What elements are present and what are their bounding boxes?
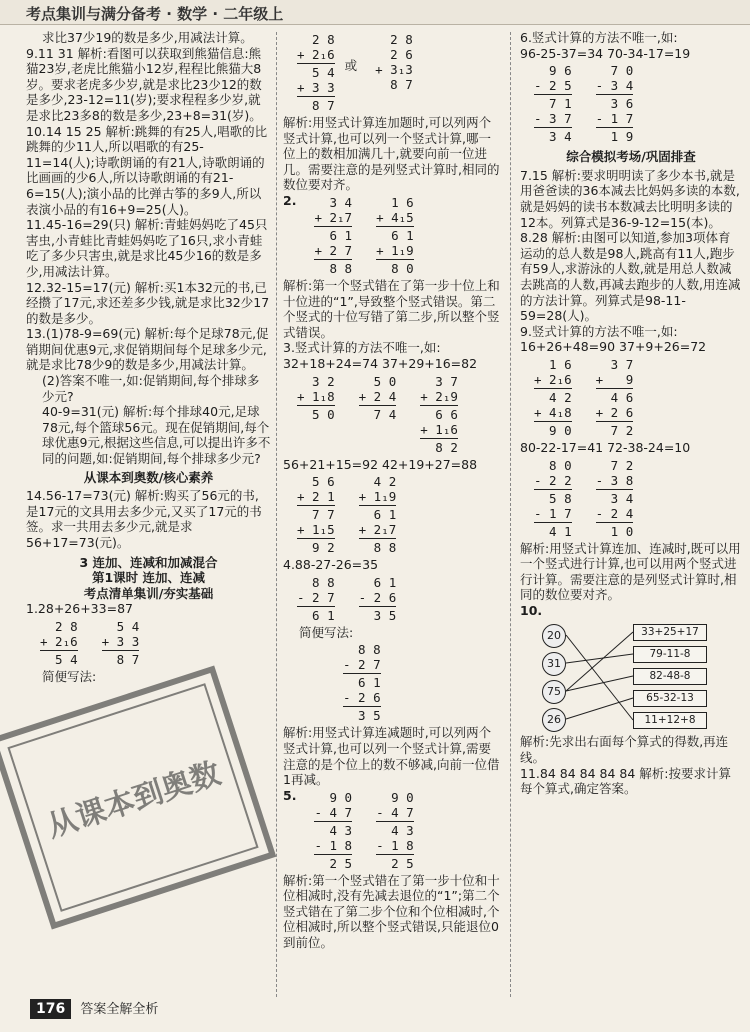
equation-line: 32+18+24=74 37+29+16=82 <box>283 355 478 371</box>
sum-line <box>359 538 397 539</box>
calc-row: + 1₁9 <box>358 489 397 505</box>
vertical-calc <box>314 195 352 276</box>
calc-row: 2 8 <box>40 618 78 634</box>
sum-line <box>102 650 140 651</box>
sum-line <box>297 405 335 406</box>
calc-row: + 1₁9 <box>376 242 414 258</box>
calc-row: - 1 8 <box>314 837 353 853</box>
vertical-calc <box>40 619 78 667</box>
sum-line <box>376 259 414 260</box>
col2d-items <box>283 873 503 951</box>
calc-row: 9 0 <box>534 422 572 438</box>
vertical-calc <box>359 575 397 623</box>
calc-row: 6 6 <box>420 406 458 422</box>
equation-line: 80-22-17=41 72-38-24=10 <box>520 439 691 455</box>
sum-line <box>314 821 352 822</box>
calc-row: 4 3 <box>314 822 353 838</box>
col3a-items <box>520 168 742 324</box>
vertical-calc <box>359 374 397 422</box>
calc-row: - 3 8 <box>595 472 634 488</box>
calc-row: - 2 2 <box>534 472 572 488</box>
calc-row: + 9 <box>595 371 634 387</box>
col3b-items <box>520 541 742 603</box>
connect-line <box>566 698 633 719</box>
expression-box: 65-32-13 <box>633 690 707 707</box>
calc-row: 6 1 <box>343 675 381 691</box>
calc-row: 4 2 <box>534 389 572 405</box>
calc-row: 7 4 <box>358 406 397 422</box>
answer-item: 40-9=31(元) 解析:每个排球40元,足球78元,每个篮球56元。现在促销期间,每个球优惠9元,根据这些信息,可以提出许多不同的问题,如:促销期间,每个排球多少元? <box>42 404 271 467</box>
col3c-items <box>520 734 742 796</box>
answer-item: 11.45-16=29(只) 解析:青蛙妈妈吃了45只害虫,小青蛙比青蛙妈妈吃了16只,求小青蛙吃了多少只害虫,就是求比45少16的数是多少,用减法计算。 <box>26 217 268 279</box>
calc-row: 6 1 <box>358 507 397 523</box>
calc-row: + 2 4 <box>358 388 397 404</box>
vertical-calc <box>596 458 634 539</box>
sum-line <box>297 96 335 97</box>
calc-row: 2 6 <box>375 47 413 62</box>
sum-line <box>596 421 634 422</box>
calc-row: 7 7 <box>297 507 335 523</box>
expression-box: 33+25+17 <box>633 624 707 641</box>
calc-row: 9 0 <box>376 789 414 805</box>
vertical-calc <box>359 474 397 555</box>
answer-item: 7.15 解析:要求明明读了多少本书,就是用爸爸读的36本减去比妈妈多读的本数,就是妈妈的读书本数减去比明明多读的12本。列算式是36-9-12=15(本)。 <box>520 167 740 230</box>
vertical-calc <box>297 474 335 555</box>
calc-row: 8 7 <box>375 77 413 92</box>
vertical-calc <box>534 458 572 539</box>
expression-box: 79-11-8 <box>633 646 707 663</box>
col1c-items <box>26 601 271 617</box>
column-left <box>26 30 271 685</box>
number-circle: 20 <box>542 624 566 648</box>
answer-item: 解析:用竖式计算连加题时,可以列两个竖式计算,也可以列一个竖式计算,哪一位上的数相加满几十,就要向前一位进几。需要注意的是列竖式计算时,相同的数位要对齐。 <box>283 115 500 193</box>
calc-row: + 2 7 <box>314 242 353 258</box>
calc-row: + 4₁8 <box>534 404 572 420</box>
column-middle <box>283 30 503 951</box>
calc-row: - 2 5 <box>534 78 572 94</box>
sum-line <box>596 388 634 389</box>
question-number: 5. <box>283 787 297 803</box>
calc-row: 4 2 <box>358 474 397 490</box>
calc-row: + 2₁6 <box>534 371 572 387</box>
answer-item: 解析:第一个竖式错在了第一步十位上和十位进的“1”,导致整个竖式错误。第二个竖式的十位写错了第二步,所以整个竖式错误。 <box>283 277 500 340</box>
calc-row: 1 9 <box>595 129 634 145</box>
sum-line <box>359 505 397 506</box>
vertical-calc <box>376 790 414 871</box>
calc-row: 3 5 <box>343 708 381 724</box>
expression-box: 11+12+8 <box>633 712 707 729</box>
calc-row: 8 8 <box>358 540 397 556</box>
col1-items <box>26 30 271 467</box>
vertical-calc <box>376 195 414 276</box>
vertical-calc <box>420 374 458 455</box>
calc-row: + 2₁7 <box>358 522 397 538</box>
sum-line <box>534 489 572 490</box>
answer-item: 8.28 解析:由图可以知道,参加3项体育运动的总人数是98人,跳高有11人,跑步有59人,求游泳的人数,就是用总人数减去跳高的人数,再减去跑步的人数,用连减的方法计算。列算式是98-11-59=28(人)。 <box>520 230 741 324</box>
sum-line <box>297 63 335 64</box>
sum-line <box>297 538 335 539</box>
page-footer <box>30 998 158 1022</box>
calc-row: 6 1 <box>314 227 353 243</box>
question-number: 10. <box>520 602 543 618</box>
calc-row: 5 4 <box>297 65 335 80</box>
sum-line <box>314 226 352 227</box>
vertical-calc <box>297 374 335 422</box>
or-label: 或 <box>344 58 358 73</box>
equation-line: 96-25-37=34 70-34-17=19 <box>520 45 691 61</box>
page-number: 176 <box>30 999 71 1019</box>
calc-row: - 4 7 <box>376 804 414 820</box>
calc-row: 1 6 <box>376 194 414 210</box>
col2c-items <box>283 725 503 787</box>
calc-row: - 3 4 <box>595 78 634 94</box>
sum-line <box>297 505 335 506</box>
sum-line <box>343 706 381 707</box>
unit-title: 3 连加、连减和加减混合 <box>79 554 218 570</box>
section-heading: 综合模拟考场/巩固排查 <box>566 149 696 165</box>
number-circle: 75 <box>542 680 566 704</box>
sum-line <box>534 94 572 95</box>
calc-row: + 2₁7 <box>314 209 353 225</box>
calc-row: + 2₁6 <box>40 633 78 649</box>
vertical-calc <box>596 63 634 144</box>
sum-line <box>376 821 414 822</box>
calc-row: 5 0 <box>358 373 397 389</box>
calc-row: - 3 7 <box>534 111 572 127</box>
stamp-text: 从课本到奥数 <box>42 755 225 845</box>
section-heading: 从课本到奥数/核心素养 <box>83 469 214 485</box>
calc-row: + 2 6 <box>595 404 634 420</box>
calc-row: + 3 3 <box>297 80 335 95</box>
calc-row: 2 5 <box>314 855 353 871</box>
calc-row: 8 0 <box>376 260 414 276</box>
col2a-items <box>283 115 503 193</box>
vertical-calc <box>375 32 413 92</box>
sum-line <box>420 405 458 406</box>
page-header <box>0 0 750 25</box>
answer-item: 9.11 31 解析:看图可以获取到熊猫信息:熊猫23岁,老虎比熊猫小12岁,程程比熊猫大8岁。要求老虎多少岁,就是求比23少12的数是多少,23-12=11(岁);要求程程多少岁,就是求比23多8的数是多少,23+8=31(岁)。 <box>26 45 262 123</box>
equation-line: 16+26+48=90 37+9+26=72 <box>520 339 707 355</box>
subsection-heading: 考点清单集训/夯实基础 <box>83 585 214 601</box>
calc-row: 3 5 <box>358 607 397 623</box>
col1b-items <box>26 488 271 550</box>
vertical-calc <box>534 63 572 144</box>
calc-row: 8 7 <box>101 651 140 667</box>
answer-item: (2)答案不唯一,如:促销期间,每个排球多少元? <box>42 373 260 404</box>
calc-row: + 1₁6 <box>420 421 458 437</box>
sum-line <box>359 606 397 607</box>
question-text: 6.竖式计算的方法不唯一,如: <box>520 30 678 45</box>
vertical-calc <box>596 357 634 438</box>
sum-line <box>376 854 414 855</box>
column-divider <box>510 32 511 997</box>
sum-line <box>534 388 572 389</box>
calc-row: 2 8 <box>375 32 413 47</box>
calc-row: 4 1 <box>534 523 572 539</box>
calc-row: + 4₁5 <box>376 209 414 225</box>
calc-row: - 2 6 <box>358 589 397 605</box>
calc-row: - 1 8 <box>376 837 414 853</box>
sum-line <box>534 127 572 128</box>
calc-row: 1 6 <box>534 356 572 372</box>
calc-row: 3 6 <box>595 96 634 112</box>
vertical-calc <box>297 32 335 113</box>
vertical-calc-pair <box>283 30 503 115</box>
simple-write-label: 简便写法: <box>42 668 97 684</box>
answer-item: 解析:先求出右面每个算式的得数,再连线。 <box>520 734 729 766</box>
calc-row: 3 7 <box>595 356 634 372</box>
column-right <box>520 30 742 797</box>
sum-line <box>343 673 381 674</box>
answer-item: 14.56-17=73(元) 解析:购买了56元的书,是17元的文具用去多少元,又买了17元的书签。求一共用去多少元,就是求56+17=73(元)。 <box>26 488 262 550</box>
calc-row: - 2 6 <box>343 690 381 706</box>
calc-row: + 1₁8 <box>297 388 335 404</box>
calc-row: + 3₁3 <box>375 62 413 77</box>
sum-line <box>314 259 352 260</box>
calc-row: - 2 7 <box>343 657 381 673</box>
sum-line <box>297 606 335 607</box>
answer-item: 12.32-15=17(元) 解析:买1本32元的书,已经攒了17元,求还差多少钱,就是求比32少17的数是多少。 <box>26 279 270 326</box>
sum-line <box>359 405 397 406</box>
calc-row: + 2₁9 <box>420 388 458 404</box>
calc-row: 4 3 <box>376 822 414 838</box>
connecting-lines <box>538 620 743 732</box>
calc-row: 6 1 <box>358 574 397 590</box>
calc-row: 1 0 <box>595 523 634 539</box>
lesson-title: 第1课时 连加、连减 <box>91 570 206 586</box>
calc-row: - 2 7 <box>297 589 335 605</box>
number-circle: 31 <box>542 652 566 676</box>
calc-row: 8 8 <box>314 260 353 276</box>
calc-row: 9 0 <box>314 789 353 805</box>
vertical-calc-pair <box>26 617 271 669</box>
vertical-calc <box>297 575 335 623</box>
simple-write-label: 简便写法: <box>299 624 354 640</box>
calc-row: + 1₁5 <box>297 522 335 538</box>
calc-row: - 1 7 <box>595 111 634 127</box>
question-number: 2. <box>283 192 297 208</box>
calc-row: 8 7 <box>297 98 335 113</box>
calc-row: 3 4 <box>534 129 572 145</box>
sum-line <box>534 421 572 422</box>
calc-row: 3 7 <box>420 373 458 389</box>
calc-row: 7 1 <box>534 96 572 112</box>
sum-line <box>376 226 414 227</box>
calc-row: 2 8 <box>297 32 335 47</box>
sum-line <box>596 94 634 95</box>
equation-line: 56+21+15=92 42+19+27=88 <box>283 456 478 472</box>
col2b-items <box>283 278 503 340</box>
calc-row: 4 6 <box>595 389 634 405</box>
calc-row: 8 0 <box>534 457 572 473</box>
calc-row: 6 1 <box>376 227 414 243</box>
vertical-calc <box>534 357 572 438</box>
calc-row: + 3 3 <box>101 633 140 649</box>
footer-label: 答案全解全析 <box>80 1002 159 1017</box>
calc-row: 9 6 <box>534 63 572 79</box>
calc-row: 3 4 <box>314 194 353 210</box>
header-title: 考点集训与满分备考 · 数学 · 二年级上 <box>26 5 284 23</box>
calc-row: + 2 1 <box>297 489 335 505</box>
vertical-calc <box>102 619 140 667</box>
answer-item: 解析:第一个竖式错在了第一步十位和十位相减时,没有先减去退位的“1”;第二个竖式错在了第二步个位和个位相减时,个位相减时,所以整个竖式错误,只能退位0到前位。 <box>283 872 500 951</box>
question-text: 9.竖式计算的方法不唯一,如: <box>520 323 678 339</box>
calc-row: 3 4 <box>595 490 634 506</box>
calc-row: 3 2 <box>297 373 335 389</box>
calc-row: 2 5 <box>376 855 414 871</box>
sum-line <box>534 522 572 523</box>
calc-row: 9 2 <box>297 540 335 556</box>
sum-line <box>420 438 458 439</box>
answer-item: 解析:用竖式计算连加、连减时,既可以用一个竖式进行计算,也可以用两个竖式进行计算。需要注意的是列竖式计算时,相同的数位要对齐。 <box>520 540 741 603</box>
calc-row: 5 0 <box>297 406 335 422</box>
calc-row: - 4 7 <box>314 804 353 820</box>
calc-row: 5 4 <box>40 651 78 667</box>
calc-row: 7 2 <box>595 457 634 473</box>
question-text: 3.竖式计算的方法不唯一,如: <box>283 340 441 356</box>
calc-row: + 2₁6 <box>297 47 335 62</box>
calc-row: 8 2 <box>420 439 458 455</box>
calc-row: 5 4 <box>101 618 140 634</box>
answer-item: 解析:用竖式计算连减题时,可以列两个竖式计算,也可以列一个竖式计算,需要注意的是个位上的数不够减,向前一位借1再减。 <box>283 725 500 788</box>
calc-row: - 1 7 <box>534 505 572 521</box>
answer-item: 求比37少19的数是多少,用减法计算。 <box>42 30 253 45</box>
connect-line <box>566 635 633 720</box>
calc-row: 6 1 <box>297 607 335 623</box>
calc-row: 5 6 <box>297 474 335 490</box>
vertical-calc <box>314 790 352 871</box>
answer-item: 11.84 84 84 84 84 解析:按要求计算每个算式,确定答案。 <box>520 765 731 797</box>
vertical-calc <box>343 642 381 723</box>
question-text: 4.88-27-26=35 <box>283 557 379 573</box>
sum-line <box>596 522 634 523</box>
stamp-graphic <box>0 657 285 939</box>
sum-line <box>596 489 634 490</box>
answer-item: 1.28+26+33=87 <box>26 601 133 617</box>
expression-box: 82-48-8 <box>633 668 707 685</box>
sum-line <box>314 854 352 855</box>
calc-row: 5 8 <box>534 490 572 506</box>
calc-row: 8 8 <box>297 574 335 590</box>
column-divider <box>276 32 277 997</box>
number-circle: 26 <box>542 708 566 732</box>
sum-line <box>40 650 78 651</box>
sum-line <box>596 127 634 128</box>
matching-figure <box>538 620 743 732</box>
answer-item: 10.14 15 25 解析:跳舞的有25人,唱歌的比跳舞的少11人,所以唱歌的有25-11=14(人);诗歌朗诵的有21人,诗歌朗诵的比画画的少6人,所以诗歌朗诵的有21-6=15(人);演小品的比弹古筝的多9人,所以表演小品的有16+9=25(人)。 <box>26 123 268 217</box>
calc-row: 7 2 <box>595 422 634 438</box>
calc-row: - 2 4 <box>595 505 634 521</box>
calc-row: 7 0 <box>595 63 634 79</box>
calc-row: 8 8 <box>343 642 381 658</box>
answer-item: 13.(1)78-9=69(元) 解析:每个足球78元,促销期间优惠9元,求促销期间每个足球多少元,就是求比78少9的数是多少,用减法计算。 <box>26 326 269 373</box>
